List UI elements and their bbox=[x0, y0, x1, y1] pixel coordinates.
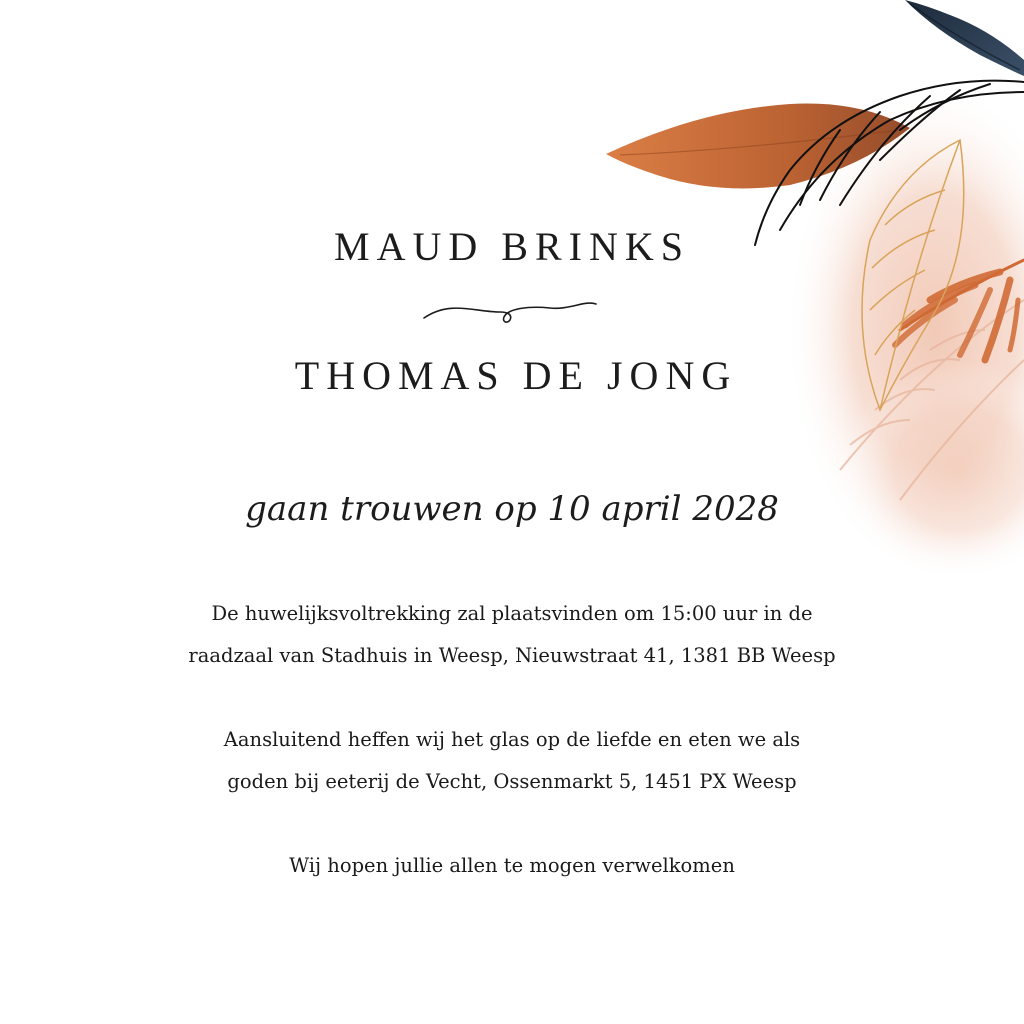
closing-line: Wij hopen jullie allen te mogen verwelkomen bbox=[289, 854, 735, 877]
copper-fern-icon bbox=[895, 260, 1024, 360]
bride-name: MAUD BRINKS bbox=[334, 224, 690, 269]
reception-line-1: Aansluitend heffen wij het glas op de liefde en eten we als bbox=[223, 728, 801, 751]
copper-leaf-icon bbox=[606, 104, 910, 189]
reception-paragraph bbox=[0, 719, 1024, 803]
ceremony-line-1: De huwelijksvoltrekking zal plaatsvinden om 15:00 uur in de bbox=[211, 602, 813, 625]
ceremony-paragraph bbox=[0, 593, 1024, 677]
navy-leaf-icon bbox=[905, 0, 1024, 76]
closing-paragraph bbox=[0, 845, 1024, 887]
ink-line-leaf-icon bbox=[755, 81, 1024, 245]
swirl-divider-icon bbox=[420, 294, 600, 328]
groom-name: THOMAS DE JONG bbox=[294, 353, 738, 398]
wedding-date-announcement: gaan trouwen op 10 april 2028 bbox=[245, 489, 779, 529]
ceremony-line-2: raadzaal van Stadhuis in Weesp, Nieuwstraat 41, 1381 BB Weesp bbox=[188, 644, 836, 667]
pale-fern-icon bbox=[840, 300, 1024, 500]
reception-line-2: goden bij eeterij de Vecht, Ossenmarkt 5, 1451 PX Weesp bbox=[227, 770, 797, 793]
